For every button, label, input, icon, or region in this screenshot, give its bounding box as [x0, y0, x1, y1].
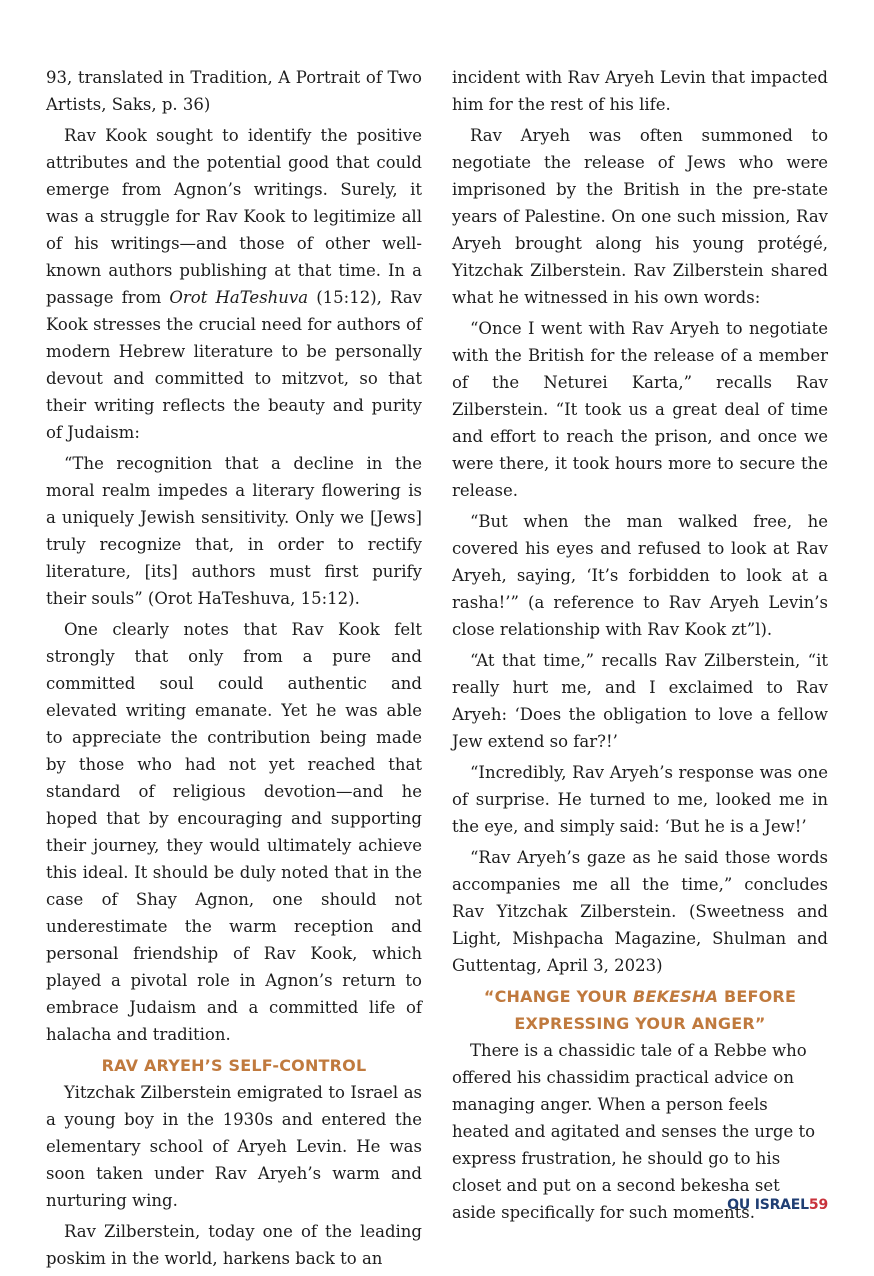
left-column [46, 64, 422, 1276]
section-heading: RAV ARYEH’S SELF-CONTROL [101, 1056, 367, 1075]
paragraph-text: (15:12), Rav Kook stresses the crucial need for authors of modern Hebrew literature to be personally devout and committed to mitzvot, so that their writing reflects the beauty and purity of Judaism: [46, 288, 422, 442]
paragraph [46, 122, 422, 446]
paragraph: Yitzchak Zilberstein emigrated to Israel as a young boy in the 1930s and entered the elementary school of Aryeh Levin. He was soon taken under Rav Aryeh’s warm and nurturing wing. [46, 1083, 422, 1210]
page-number: 59 [808, 1197, 828, 1213]
quote-paragraph: “But when the man walked free, he covered his eyes and refused to look at Rav Aryeh, saying, ‘It’s forbidden to look at a rasha!’” (a reference to Rav Aryeh Levin’s close relationship with Rav Kook zt”l). [452, 512, 828, 639]
heading-text: “CHANGE YOUR [483, 987, 634, 1006]
heading-italic: BEKESHA [633, 987, 719, 1006]
quote-paragraph: “At that time,” recalls Rav Zilberstein, “it really hurt me, and I exclaimed to Rav Aryeh: ‘Does the obligation to love a fellow Jew extend so far?!’ [452, 651, 828, 751]
quote-paragraph: “Once I went with Rav Aryeh to negotiate with the British for the release of a member of the Neturei Karta,” recalls Rav Zilberstein. “It took us a great deal of time and effort to reach the prison, and once we were there, it took hours more to secure the release. [452, 319, 828, 500]
quote-paragraph: “Incredibly, Rav Aryeh’s response was one of surprise. He turned to me, looked me in the eye, and simply said: ‘But he is a Jew!’ [452, 763, 828, 836]
paragraph: incident with Rav Aryeh Levin that impacted him for the rest of his life. [452, 68, 828, 114]
paragraph: 93, translated in Tradition, A Portrait of Two Artists, Saks, p. 36) [46, 68, 422, 114]
quote-paragraph: “Rav Aryeh’s gaze as he said those words accompanies me all the time,” concludes Rav Yitzchak Zilberstein. (Sweetness and Light, Mishpacha Magazine, Shulman and Guttentag, April 3, 2023) [452, 848, 828, 975]
paragraph-text: Rav Kook sought to identify the positive attributes and the potential good that could emerge from Agnon’s writings. Surely, it was a struggle for Rav Kook to legitimize all of his writings—and those of other well-known authors publishing at that time. In a passage from [46, 126, 422, 307]
right-column [452, 64, 828, 1230]
paragraph: There is a chassidic tale of a Rebbe who offered his chassidim practical advice on managing anger. When a person feels heated and agitated and senses the urge to express frustration, he should go to his closet and put on a second bekesha set aside specifically for such moments. [452, 1041, 816, 1222]
heading-text: BEFORE EXPRESSING YOUR ANGER” [514, 987, 797, 1033]
section-heading [452, 983, 828, 1037]
paragraph: Rav Aryeh was often summoned to negotiate the release of Jews who were imprisoned by the British in the pre-state years of Palestine. On one such mission, Rav Aryeh brought along his young protégé, Yitzchak Zilberstein. Rav Zilberstein shared what he witnessed in his own words: [452, 126, 828, 307]
publication-name: OU ISRAEL [727, 1197, 809, 1213]
quote-paragraph: “The recognition that a decline in the moral realm impedes a literary flowering is a uniquely Jewish sensitivity. Only we [Jews] truly recognize that, in order to rectify literature, [its] authors must first purify their souls” (Orot HaTeshuva, 15:12). [46, 454, 422, 608]
book-title: Orot HaTeshuva [169, 288, 309, 307]
page-footer [727, 1197, 828, 1213]
paragraph: Rav Zilberstein, today one of the leading poskim in the world, harkens back to an [46, 1222, 422, 1268]
paragraph: One clearly notes that Rav Kook felt strongly that only from a pure and committed soul could authentic and elevated writing emanate. Yet he was able to appreciate the contribution being made by those who had not yet reached that standard of religious devotion—and he hoped that by encouraging and supporting their journey, they would ultimately achieve this ideal. It should be duly noted that in the case of Shay Agnon, one should not underestimate the warm reception and personal friendship of Rav Kook, which played a pivotal role in Agnon’s return to embrace Judaism and a committed life of halacha and tradition. [46, 620, 422, 1044]
